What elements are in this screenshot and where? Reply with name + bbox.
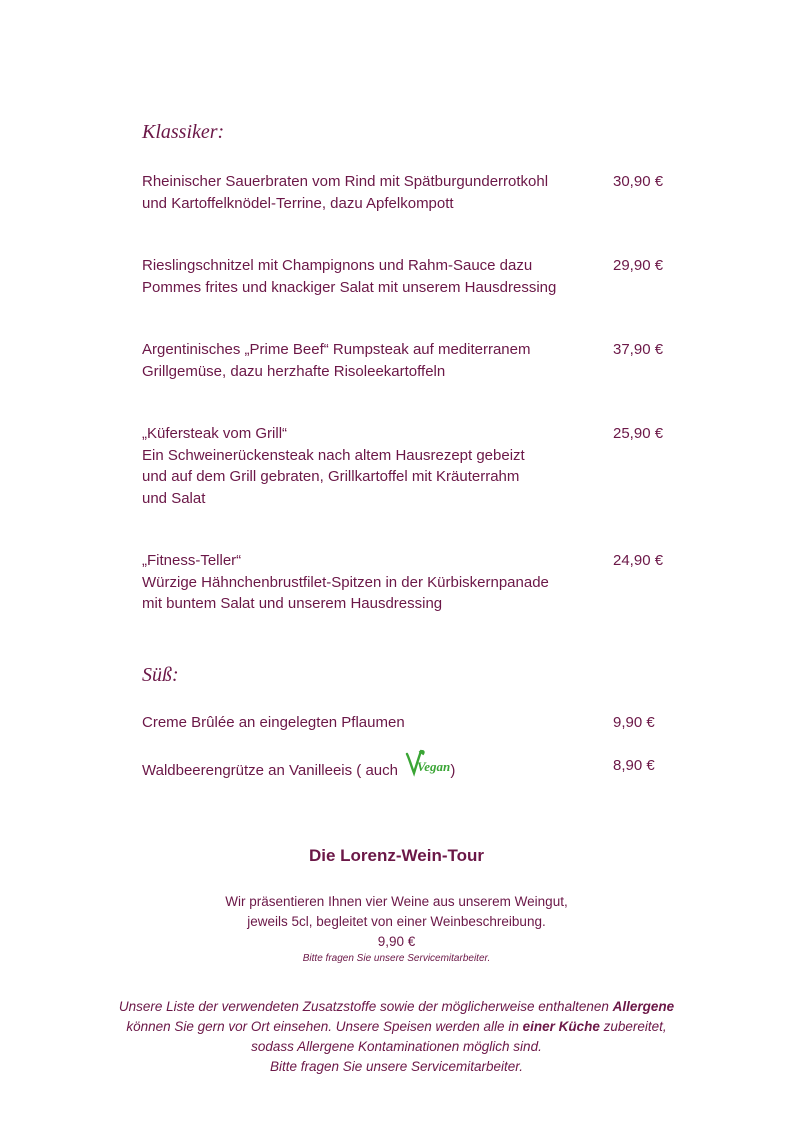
dish-item	[142, 171, 592, 214]
allergen-text: zubereitet,	[599, 1019, 667, 1034]
allergen-text: sodass Allergene Kontaminationen möglich sind.	[251, 1039, 542, 1054]
dish-price: 25,90 €	[613, 425, 664, 442]
dish-line: „Fitness-Teller“	[142, 552, 242, 569]
vegan-label: Vegan	[417, 759, 451, 774]
vegan-leaf-icon	[404, 749, 451, 788]
wine-tour-line: jeweils 5cl, begleitet von einer Weinbeschreibung.	[247, 914, 546, 929]
allergen-notice	[0, 997, 793, 1077]
dish-line: mit buntem Salat und unserem Hausdressing	[142, 595, 443, 612]
dish-line: Rheinischer Sauerbraten vom Rind mit Spätburgunderrotkohl	[142, 173, 549, 190]
dessert-price: 8,90 €	[613, 757, 655, 774]
dish-item	[142, 255, 592, 298]
wine-tour-title: Die Lorenz-Wein-Tour	[308, 846, 485, 865]
section-title-sweets: Süß:	[142, 664, 179, 686]
dish-price: 30,90 €	[613, 173, 664, 190]
dish-line: und Salat	[142, 489, 206, 507]
dish-line: „Küfersteak vom Grill“	[142, 425, 288, 442]
allergen-text: Unsere Liste der verwendeten Zusatzstoffe sowie der möglicherweise enthaltenen	[118, 999, 613, 1014]
allergen-text: können Sie gern vor Ort einsehen. Unsere Speisen werden alle in	[126, 1019, 523, 1034]
dessert-text-close: )	[450, 762, 456, 780]
allergen-text: Bitte fragen Sie unsere Servicemitarbeiter.	[269, 1059, 524, 1074]
dish-item	[142, 550, 592, 615]
dish-line: Pommes frites und knackiger Salat mit unserem Hausdressing	[142, 278, 557, 296]
dessert-text: Waldbeerengrütze an Vanilleeis ( auch	[142, 762, 398, 780]
dish-line: Rieslingschnitzel mit Champignons und Rahm-Sauce dazu	[142, 257, 533, 274]
dessert-item	[142, 755, 455, 788]
dish-price: 37,90 €	[613, 341, 664, 358]
dish-price: 24,90 €	[613, 552, 664, 569]
dish-line: und Kartoffelknödel-Terrine, dazu Apfelkompott	[142, 194, 454, 212]
dish-line: und auf dem Grill gebraten, Grillkartoffel mit Kräuterrahm	[142, 468, 520, 485]
dessert-item	[142, 712, 405, 734]
dish-line: Argentinisches „Prime Beef“ Rumpsteak auf mediterranem	[142, 341, 531, 358]
dish-line: Grillgemüse, dazu herzhafte Risoleekartoffeln	[142, 362, 446, 380]
wine-tour-description	[0, 892, 793, 966]
wine-tour-line: Wir präsentieren Ihnen vier Weine aus unserem Weingut,	[225, 894, 568, 909]
dish-item	[142, 423, 592, 509]
dish-line: Würzige Hähnchenbrustfilet-Spitzen in der Kürbiskernpanade	[142, 573, 549, 591]
allergen-emphasis: Allergene	[612, 999, 675, 1014]
wine-tour-price: 9,90 €	[377, 934, 416, 949]
wine-tour-note: Bitte fragen Sie unsere Servicemitarbeiter.	[302, 953, 491, 964]
dish-price: 29,90 €	[613, 257, 664, 274]
allergen-emphasis: einer Küche	[522, 1019, 600, 1034]
dish-line: Ein Schweinerückensteak nach altem Hausrezept gebeizt	[142, 446, 525, 464]
dish-item	[142, 339, 592, 382]
dessert-price: 9,90 €	[613, 714, 655, 731]
section-title-classics: Klassiker:	[142, 121, 225, 143]
dessert-text: Creme Brûlée an eingelegten Pflaumen	[142, 714, 405, 731]
